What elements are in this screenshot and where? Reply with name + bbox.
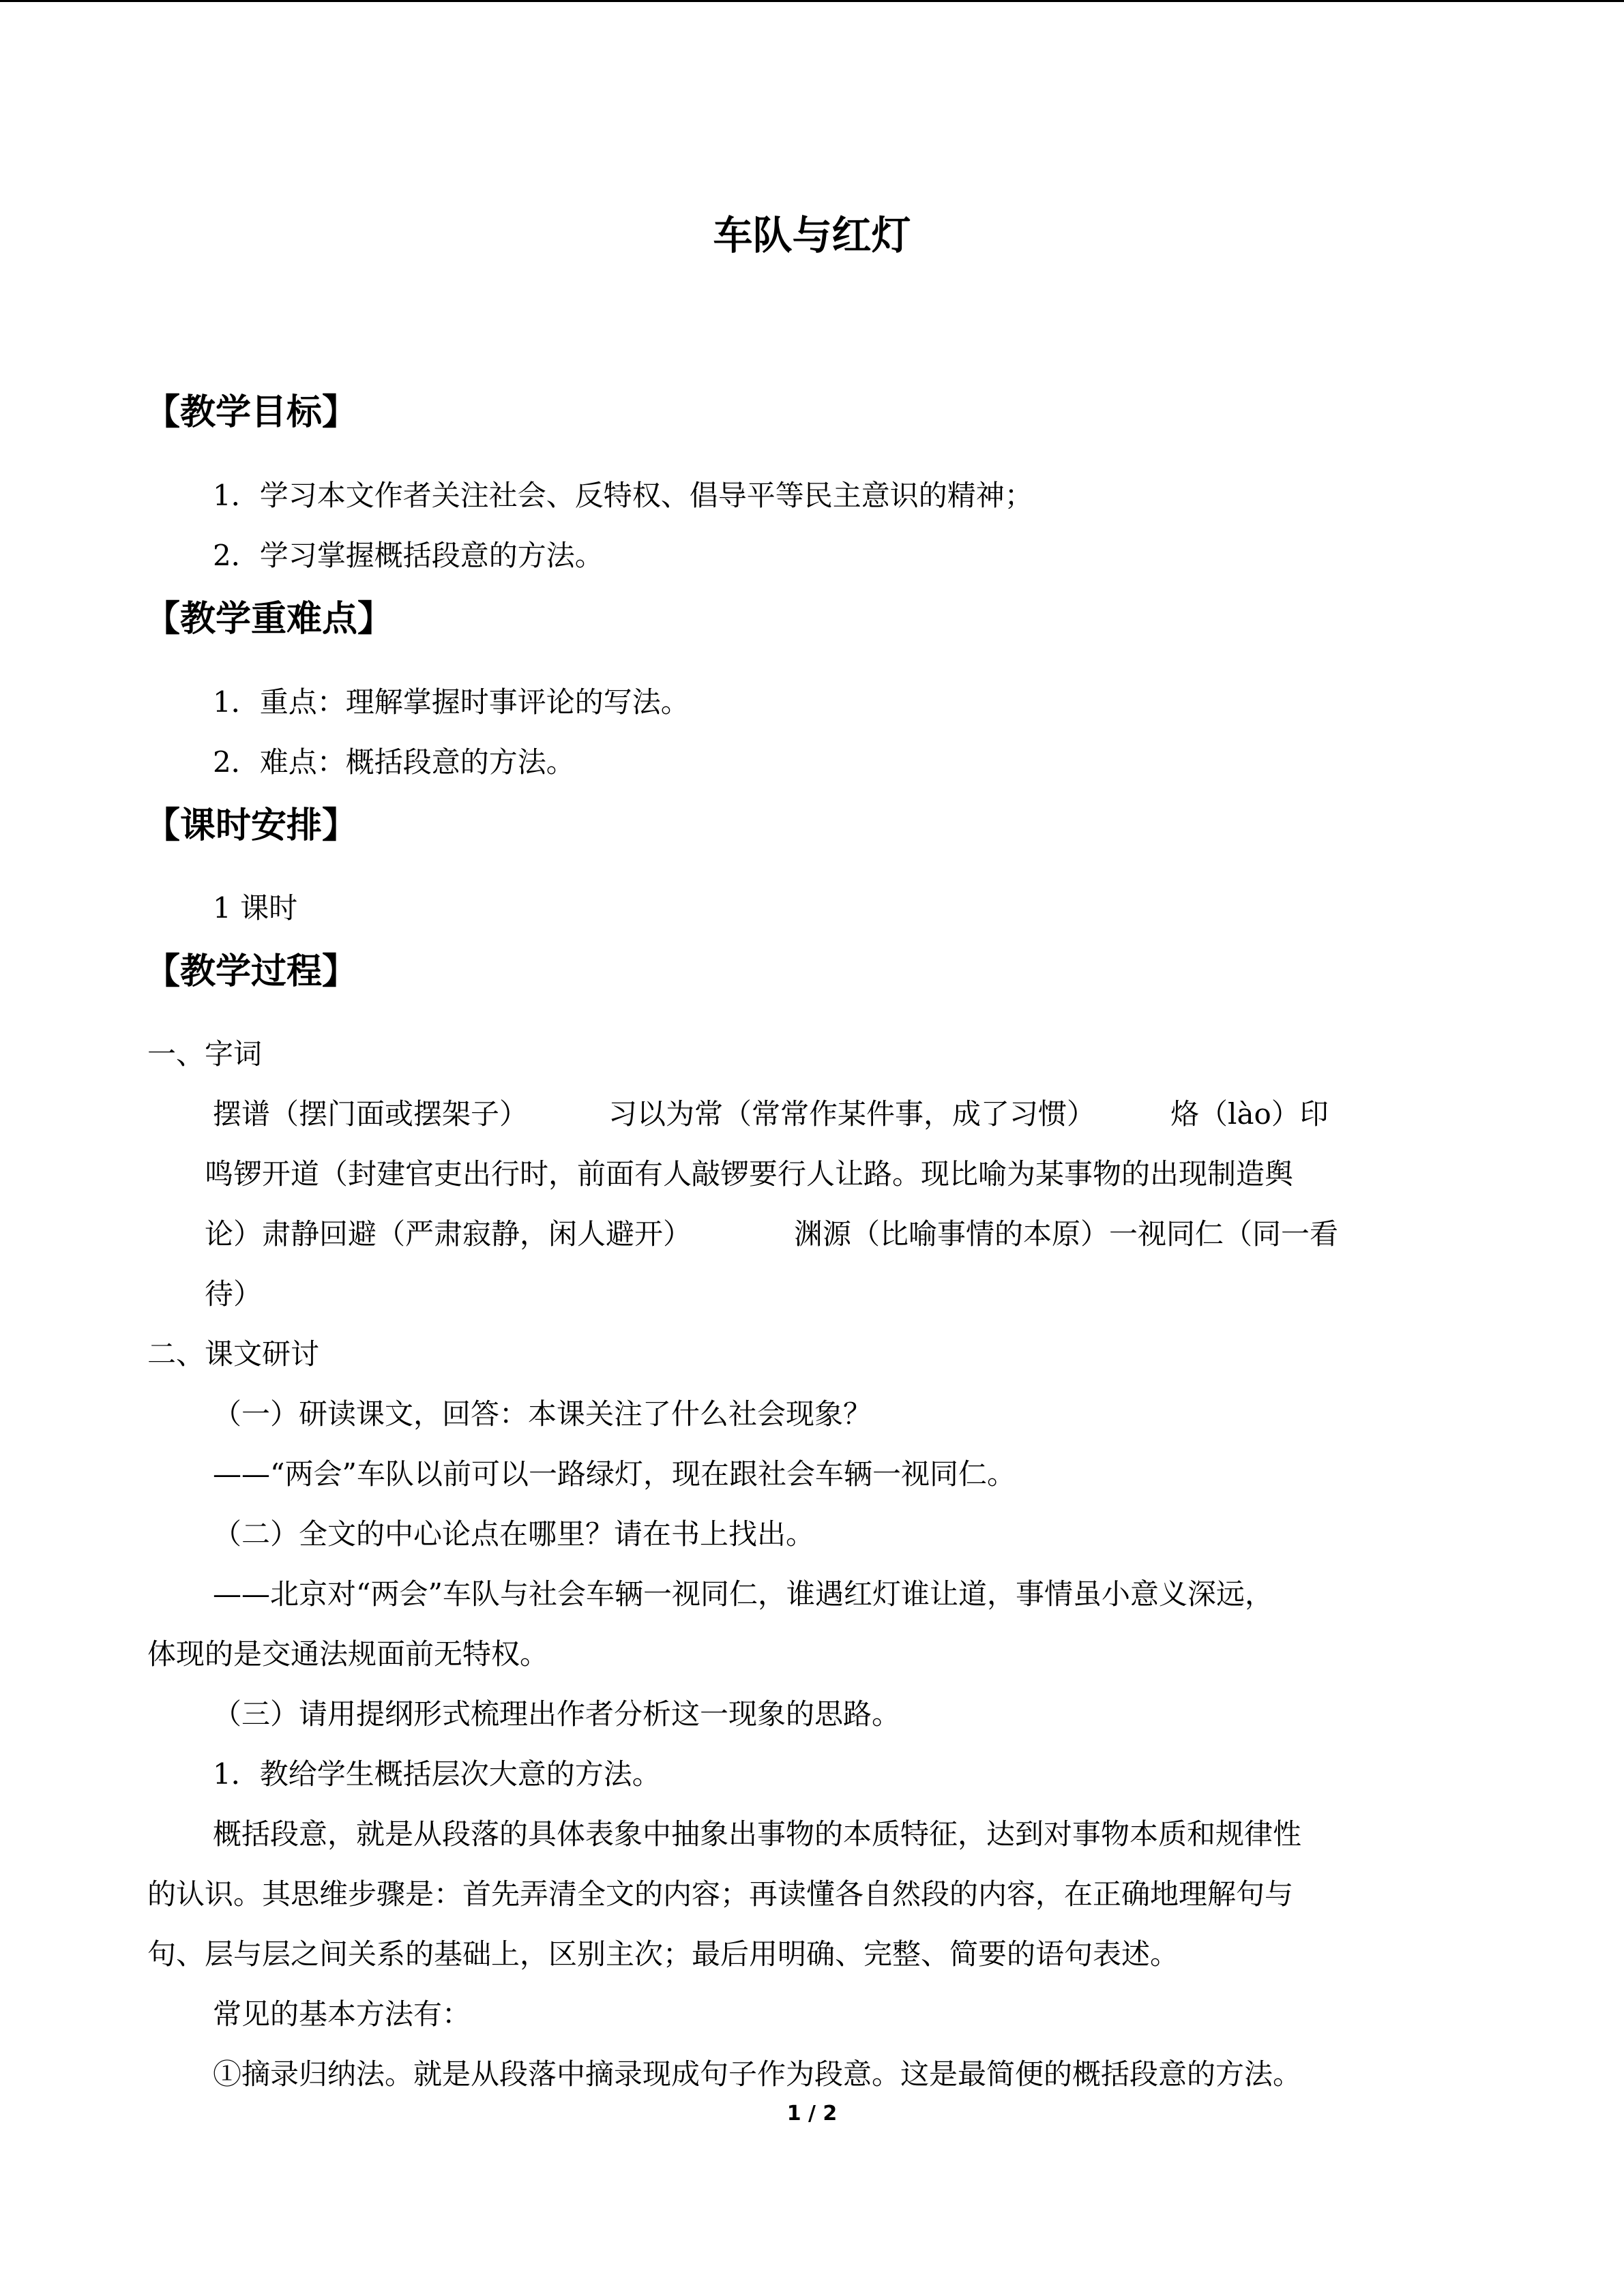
vocab-row-3 [205,1214,1338,1255]
vocab-term-xiyiweichang: 习以为常（常常作某件事，成了习惯） [608,1097,1096,1131]
document-title: 车队与红灯 [713,212,911,258]
objective-item-1: 1．学习本文作者关注社会、反特权、倡导平等民主意识的精神； [213,479,1033,512]
study-line-4: ——北京对“两会”车队与社会车辆一视同仁，谁遇红灯谁让道，事情虽小意义深远， [213,1577,1273,1611]
top-border [0,0,1624,2]
heading-schedule: 【课时安排】 [145,805,358,846]
vocab-row-1 [213,1094,1329,1135]
vocab-row-2: 鸣锣开道（封建官吏出行时，前面有人敲锣要行人让路。现比喻为某事物的出现制造舆 [205,1157,1294,1191]
study-line-11: 常见的基本方法有： [213,1997,471,2031]
study-line-6: （三）请用提纲形式梳理出作者分析这一现象的思路。 [213,1697,901,1731]
schedule-item: 1 课时 [213,891,298,925]
study-line-3: （二）全文的中心论点在哪里？请在书上找出。 [213,1517,815,1551]
vocab-term-sujinghuibi: 论）肃静回避（严肃寂静，闲人避开） [205,1217,692,1251]
key-point-item-1: 1．重点：理解掌握时事评论的写法。 [213,685,690,719]
vocab-heading: 一、字词 [147,1037,263,1071]
study-line-8: 概括段意，就是从段落的具体表象中抽象出事物的本质特征，达到对事物本质和规律性 [213,1817,1302,1851]
study-line-10: 句、层与层之间关系的基础上，区别主次；最后用明确、完整、简要的语句表述。 [147,1937,1179,1971]
heading-process: 【教学过程】 [145,951,358,992]
objective-item-2: 2．学习掌握概括段意的方法。 [213,539,604,572]
heading-key-points: 【教学重难点】 [145,599,394,640]
study-line-9: 的认识。其思维步骤是：首先弄清全文的内容；再读懂各自然段的内容，在正确地理解句与 [147,1877,1294,1911]
study-line-5: 体现的是交通法规面前无特权。 [147,1637,549,1671]
vocab-row-4: 待） [205,1277,263,1311]
study-heading: 二、课文研讨 [147,1337,320,1371]
vocab-term-yuanyuan: 渊源（比喻事情的本原）一视同仁（同一看 [794,1217,1339,1251]
study-line-12: ①摘录归纳法。就是从段落中摘录现成句子作为段意。这是最简便的概括段意的方法。 [213,2057,1302,2091]
heading-objectives: 【教学目标】 [145,392,358,433]
vocab-term-laoyin: 烙（lào）印 [1170,1097,1329,1131]
page-number: 1 / 2 [786,2102,838,2126]
study-line-2: ——“两会”车队以前可以一路绿灯，现在跟社会车辆一视同仁。 [213,1457,1016,1491]
study-line-7: 1．教给学生概括层次大意的方法。 [213,1757,661,1791]
vocab-term-baipu: 摆谱（摆门面或摆架子） [213,1097,529,1131]
key-point-item-2: 2．难点：概括段意的方法。 [213,745,575,779]
study-line-1: （一）研读课文，回答：本课关注了什么社会现象？ [213,1397,872,1431]
